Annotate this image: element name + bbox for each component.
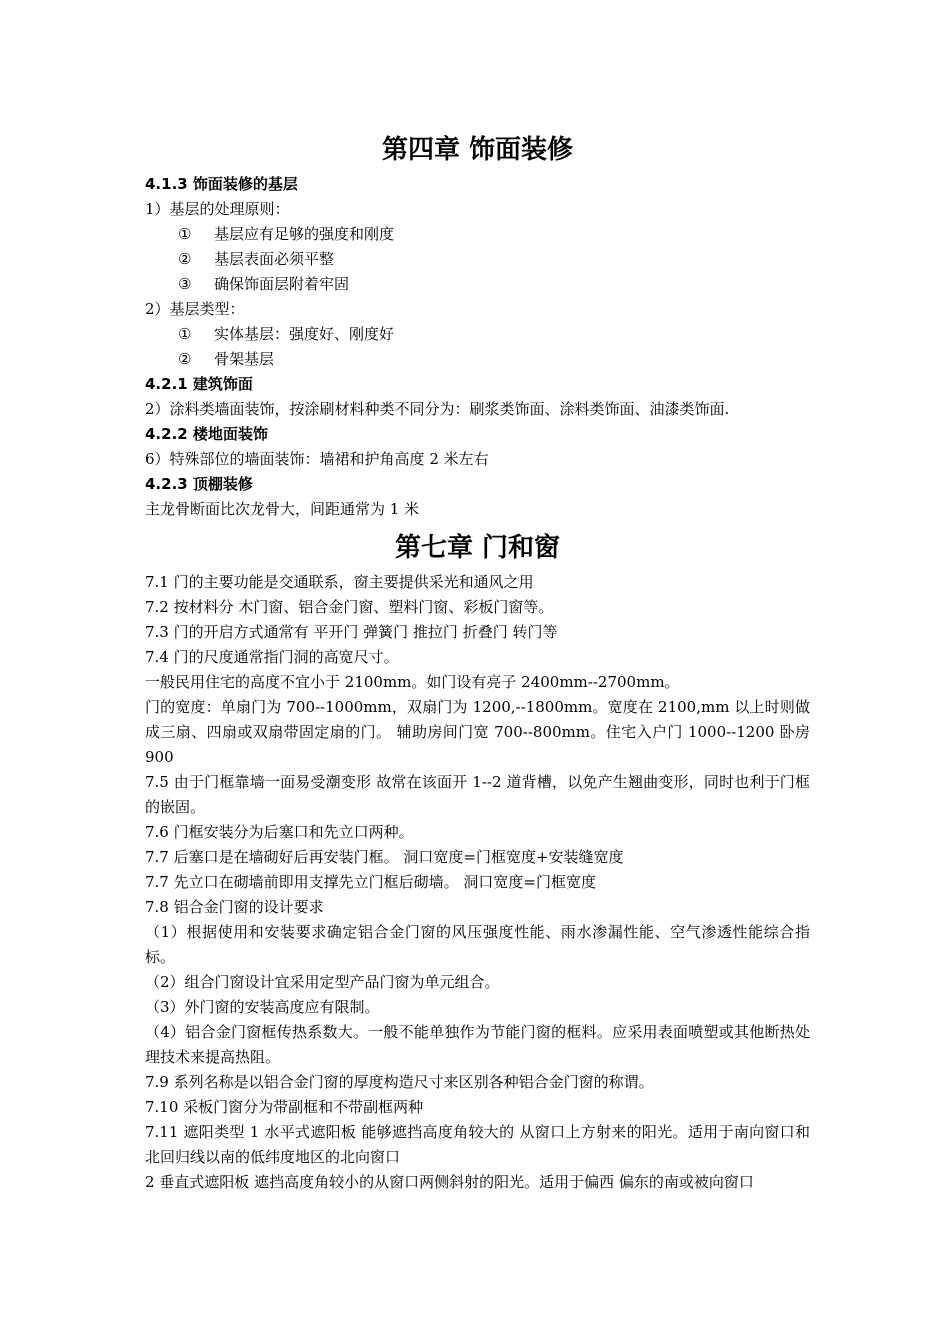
paragraph: 7.10 采板门窗分为带副框和不带副框两种 bbox=[145, 1098, 424, 1116]
list-item-text: 实体基层：强度好、刚度好 bbox=[214, 325, 395, 343]
paragraph: 7.3 门的开启方式通常有 平开门 弹簧门 推拉门 折叠门 转门等 bbox=[145, 623, 558, 641]
section-4-2-3-heading: 4.2.3 顶棚装修 bbox=[145, 475, 253, 493]
section-4-2-1-heading: 4.2.1 建筑饰面 bbox=[145, 375, 253, 393]
principle-item-3 bbox=[145, 272, 810, 297]
paragraph: 7.11 遮阳类型 1 水平式遮阳板 能够遮挡高度角较大的 从窗口上方射来的阳光。适用于南向窗口和北回归线以南的低纬度地区的北向窗口 bbox=[145, 1123, 810, 1166]
list-item-text: 骨架基层 bbox=[214, 350, 275, 368]
chapter-7-body bbox=[145, 570, 810, 1195]
section-4-2-3-text: 主龙骨断面比次龙骨大，间距通常为 1 米 bbox=[145, 500, 420, 518]
principle-item-1 bbox=[145, 222, 810, 247]
paragraph: 7.6 门框安装分为后塞口和先立口两种。 bbox=[145, 823, 414, 841]
paragraph: 7.8 铝合金门窗的设计要求 bbox=[145, 898, 324, 916]
principles-label: 1）基层的处理原则： bbox=[145, 200, 290, 218]
list-marker: ① bbox=[178, 225, 192, 243]
paragraph: 7.1 门的主要功能是交通联系，窗主要提供采光和通风之用 bbox=[145, 573, 534, 591]
type-item-2 bbox=[145, 347, 810, 372]
list-marker: ② bbox=[178, 250, 192, 268]
paragraph: 2 垂直式遮阳板 遮挡高度角较小的从窗口两侧斜射的阳光。适用于偏西 偏东的南或被向窗口 bbox=[145, 1173, 754, 1191]
paragraph: 一般民用住宅的高度不宜小于 2100mm。如门设有亮子 2400mm--2700mm。 bbox=[145, 673, 680, 691]
section-4-2-1-text: 2）涂料类墙面装饰，按涂刷材料种类不同分为：刷浆类饰面、涂料类饰面、油漆类饰面. bbox=[145, 400, 730, 418]
list-marker: ① bbox=[178, 325, 192, 343]
list-item-text: 基层表面必须平整 bbox=[214, 250, 335, 268]
paragraph: （4）铝合金门窗框传热系数大。一般不能单独作为节能门窗的框料。应采用表面喷塑或其他断热处理技术来提高热阻。 bbox=[145, 1023, 810, 1066]
list-item-text: 基层应有足够的强度和刚度 bbox=[214, 225, 395, 243]
section-4-1-3-heading: 4.1.3 饰面装修的基层 bbox=[145, 175, 298, 193]
section-4-2-2-text: 6）特殊部位的墙面装饰：墙裙和护角高度 2 米左右 bbox=[145, 450, 489, 468]
paragraph: 7.7 先立口在砌墙前即用支撑先立门框后砌墙。 洞口宽度=门框宽度 bbox=[145, 873, 596, 891]
chapter-4-title: 第四章 饰面装修 bbox=[381, 135, 574, 165]
chapter-7-title: 第七章 门和窗 bbox=[394, 533, 561, 563]
document-content bbox=[145, 128, 810, 1195]
list-item-text: 确保饰面层附着牢固 bbox=[214, 275, 350, 293]
paragraph: 7.2 按材料分 木门窗、铝合金门窗、塑料门窗、彩板门窗等。 bbox=[145, 598, 554, 616]
type-item-1 bbox=[145, 322, 810, 347]
types-label: 2）基层类型： bbox=[145, 300, 245, 318]
paragraph: 7.7 后塞口是在墙砌好后再安装门框。 洞口宽度=门框宽度+安装缝宽度 bbox=[145, 848, 624, 866]
paragraph: （1）根据使用和安装要求确定铝合金门窗的风压强度性能、雨水渗漏性能、空气渗透性能综合指标。 bbox=[145, 923, 810, 966]
paragraph: 7.5 由于门框靠墙一面易受潮变形 故常在该面开 1--2 道背槽，以免产生翘曲变形，同时也利于门框的嵌固。 bbox=[145, 773, 810, 816]
list-marker: ② bbox=[178, 350, 192, 368]
principle-item-2 bbox=[145, 247, 810, 272]
paragraph: 门的宽度：单扇门为 700--1000mm，双扇门为 1200,--1800mm。宽度在 2100,mm 以上时则做成三扇、四扇或双扇带固定扇的门。 辅助房间门宽 700--800mm。住宅入户门 1000--1200 卧房 900 bbox=[145, 698, 810, 766]
paragraph: 7.4 门的尺度通常指门洞的高宽尺寸。 bbox=[145, 648, 399, 666]
paragraph: 7.9 系列名称是以铝合金门窗的厚度构造尺寸来区别各种铝合金门窗的称谓。 bbox=[145, 1073, 654, 1091]
paragraph: （2）组合门窗设计宜采用定型产品门窗为单元组合。 bbox=[145, 973, 500, 991]
paragraph: （3）外门窗的安装高度应有限制。 bbox=[145, 998, 380, 1016]
list-marker: ③ bbox=[178, 275, 192, 293]
section-4-2-2-heading: 4.2.2 楼地面装饰 bbox=[145, 425, 268, 443]
